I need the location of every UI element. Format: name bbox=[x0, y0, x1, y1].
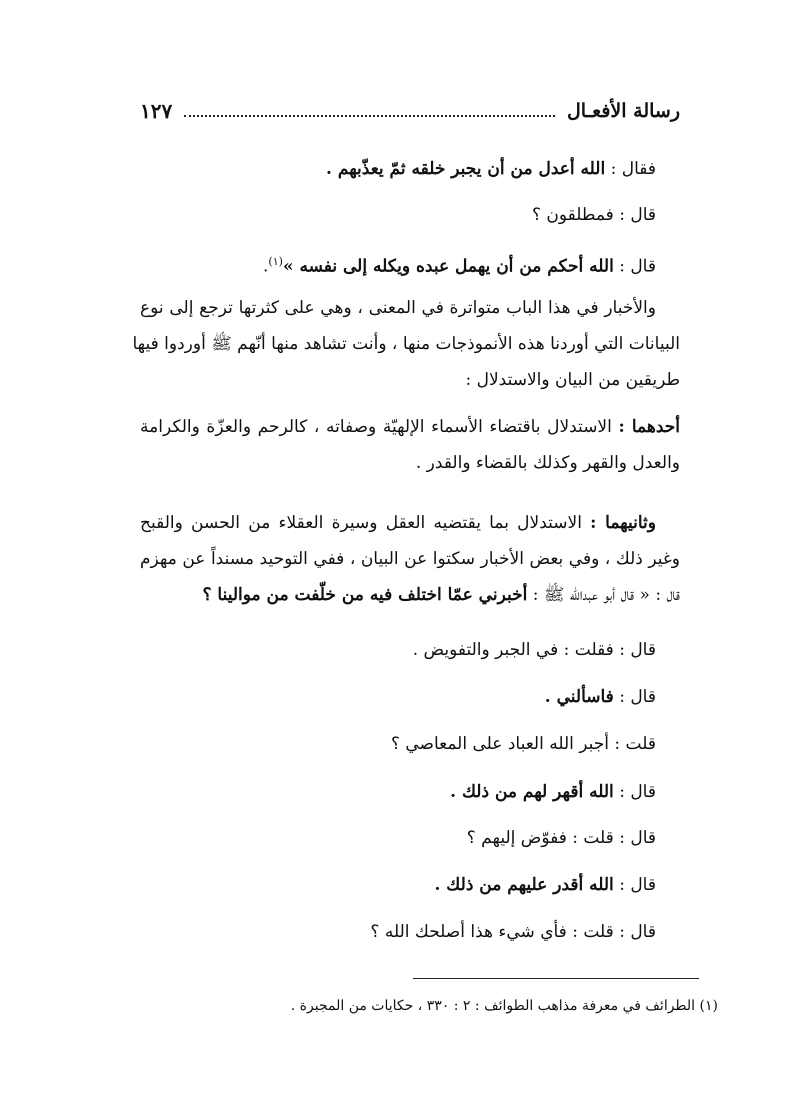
text-line-15: قال : الله أقهر لهم من ذلك . bbox=[450, 782, 656, 802]
footnote-separator bbox=[413, 978, 699, 979]
text-line-1: فقال : الله أعدل من أن يجبر خلقه ثمّ يعذّبهم . bbox=[326, 159, 656, 179]
footnote-ref: (١) bbox=[268, 255, 283, 268]
text-line-18: قال : قلت : فأي شيء هذا أصلحك الله ؟ bbox=[370, 922, 656, 942]
text-line-12: قال : فقلت : في الجبر والتفويض . bbox=[412, 640, 656, 660]
text-line-8: والعدل والقهر وكذلك بالقضاء والقدر . bbox=[415, 453, 680, 473]
text-line-7: أحدهما : الاستدلال باقتضاء الأسماء الإلهيّة وصفاته ، كالرحم والعزّة والكرامة bbox=[140, 417, 680, 437]
text-line-14: قلت : أجبر الله العباد على المعاصي ؟ bbox=[390, 734, 656, 754]
text-line-6: طريقين من البيان والاستدلال : bbox=[465, 370, 680, 390]
text-line-2: قال : فمطلقون ؟ bbox=[531, 205, 656, 225]
text-line-10: وغير ذلك ، وفي بعض الأخبار سكتوا عن البيان ، ففي التوحيد مسنداً عن مهزم bbox=[140, 549, 680, 569]
page-number: ١٢٧ bbox=[140, 99, 173, 123]
footnote-marker: (١) bbox=[699, 998, 718, 1014]
book-title: رسالة الأفعـال bbox=[567, 100, 680, 122]
text-line-5: البيانات التي أوردنا هذه الأنموذجات منها ، وأنت تشاهد منها أنّهم ﷺ أوردوا فيها bbox=[132, 334, 680, 354]
text-line-17: قال : الله أقدر عليهم من ذلك . bbox=[434, 875, 656, 895]
text-line-16: قال : قلت : ففوّض إليهم ؟ bbox=[466, 828, 656, 848]
text-line-3: قال : الله أحكم من أن يهمل عبده ويكله إلى نفسه »$^{(١)}$. bbox=[263, 255, 656, 277]
header-dot-leader bbox=[184, 115, 555, 117]
footnote bbox=[128, 994, 718, 1018]
running-header bbox=[140, 94, 680, 128]
footnote-text: الطرائف في معرفة مذاهب الطوائف : ٢ : ٣٣٠ ، حكايات من المجبرة . bbox=[290, 998, 696, 1014]
text-line-4: والأخبار في هذا الباب متواترة في المعنى ، وهي على كثرتها ترجع إلى نوع bbox=[140, 298, 656, 318]
text-line-13: قال : فاسألني . bbox=[544, 687, 656, 707]
text-line-9: وثانيهما : الاستدلال بما يقتضيه العقل وسيرة العقلاء من الحسن والقبح bbox=[140, 513, 657, 533]
text-line-11: قال : « قال أبو عبدالله ﷺ : أخبرني عمّا اختلف فيه من خلّفت من موالينا ؟ bbox=[202, 585, 680, 605]
